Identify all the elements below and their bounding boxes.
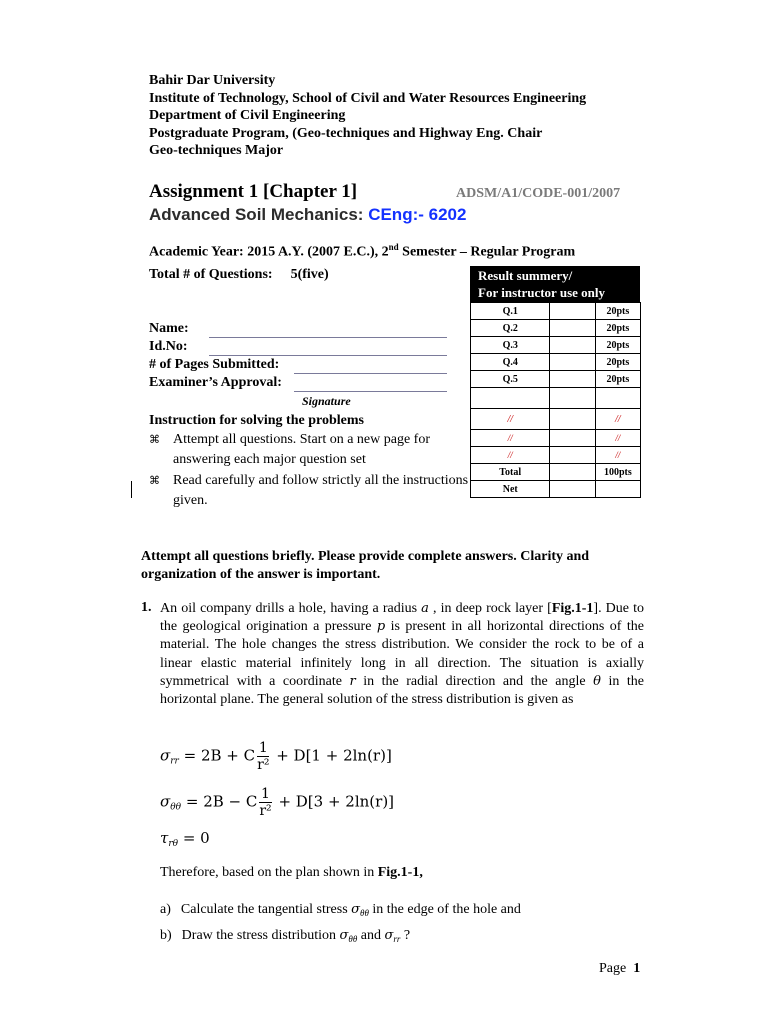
var-p: p	[376, 619, 386, 635]
part-text: Draw the stress distribution	[181, 928, 340, 943]
slash-cell: //	[471, 447, 550, 464]
eq-symbol: σ	[160, 746, 171, 765]
eq-symbol: σ	[160, 792, 171, 811]
name-label: Name:	[149, 321, 189, 336]
signature-label: Signature	[302, 394, 351, 408]
slash-cell: //	[471, 430, 550, 447]
eq-numerator: 1	[261, 786, 270, 802]
blank-cell	[550, 409, 595, 430]
therefore-body: Therefore, based on the plan shown in	[160, 865, 378, 880]
points-cell: 20pts	[595, 337, 640, 354]
part-text: in the edge of the hole and	[368, 902, 521, 917]
table-row	[471, 303, 641, 320]
points-cell: 20pts	[595, 303, 640, 320]
q-text: ]. Due to the geological origination a pressure	[160, 601, 644, 635]
q-text: in the horizontal plane. The general solution of the stress distribution is given as	[160, 673, 645, 708]
table-row	[471, 447, 641, 464]
result-summary-table	[470, 266, 640, 498]
figure-ref: Fig.1-1	[551, 601, 594, 616]
total-points: 100pts	[595, 464, 640, 481]
var-a: a	[421, 601, 429, 616]
eq-symbol: τ	[160, 829, 169, 847]
slash-cell: //	[595, 430, 640, 447]
major-name: Geo-techniques Major	[149, 143, 284, 158]
part-text: ?	[400, 928, 411, 943]
blank-cell	[471, 388, 550, 409]
score-cell[interactable]	[550, 303, 595, 320]
university-name: Bahir Dar University	[149, 73, 276, 88]
slash-cell: //	[595, 409, 640, 430]
part-label: b)	[160, 928, 172, 943]
eq-term: = 2B − C	[181, 792, 258, 811]
course-title	[149, 205, 466, 225]
academic-year	[149, 242, 575, 261]
table-row	[471, 464, 641, 481]
net-score-cell[interactable]	[550, 481, 595, 498]
points-cell: 20pts	[595, 320, 640, 337]
page-number	[599, 961, 640, 977]
eq-subscript: rr	[170, 756, 179, 767]
eq-subscript: rr	[393, 934, 401, 944]
part-text: Calculate the tangential stress	[180, 902, 352, 917]
total-questions-label: Total # of Questions:	[149, 267, 273, 282]
instructions-title: Instruction for solving the problems	[149, 413, 364, 428]
bullet-icon: ⌘	[149, 434, 160, 446]
instruction-item	[149, 430, 479, 472]
score-cell[interactable]	[550, 354, 595, 371]
result-grid	[470, 302, 641, 498]
total-score-cell[interactable]	[550, 464, 595, 481]
institute-name: Institute of Technology, School of Civil and Water Resources Engineering	[149, 90, 587, 106]
figure-ref: Fig.1-1,	[377, 865, 423, 880]
eq-term: + D[1 + 2ln(r)]	[271, 746, 392, 765]
general-instruction: Attempt all questions briefly. Please provide complete answers. Clarity and organization of the answer is important.	[141, 549, 590, 582]
total-questions-value: 5(five)	[290, 267, 329, 282]
examiner-approval-field[interactable]	[294, 391, 447, 392]
name-field[interactable]	[209, 337, 447, 338]
q-text: , in deep rock layer [	[428, 601, 552, 616]
eq-fraction	[259, 786, 271, 819]
eq-symbol: σ	[384, 928, 394, 943]
eq-subscript: rθ	[168, 839, 179, 849]
semester-text: Semester – Regular Program	[398, 244, 576, 260]
eq-denominator: r²	[259, 803, 272, 819]
table-row	[471, 430, 641, 447]
question-cell: Q.1	[471, 303, 550, 320]
q-text: in the radial direction and the angle	[355, 673, 594, 689]
table-row	[471, 409, 641, 430]
department-name: Department of Civil Engineering	[149, 108, 346, 123]
id-field[interactable]	[209, 355, 447, 356]
points-cell: 20pts	[595, 371, 640, 388]
blank-cell	[550, 430, 595, 447]
part-a	[160, 902, 521, 918]
question-cell: Q.2	[471, 320, 550, 337]
result-header-line1: Result summery/	[478, 268, 573, 283]
blank-cell	[550, 388, 595, 409]
eq-fraction	[257, 740, 269, 773]
net-points-cell	[595, 481, 640, 498]
academic-year-text: Academic Year: 2015 A.Y. (2007 E.C.), 2	[149, 244, 389, 260]
course-code: CEng:- 6202	[368, 205, 467, 224]
q-text: is present in all horizontal directions of the material. The hole changes the stress distribution. We consider the rock to be of a linear elastic material infinitely long in all direction. The situation is axially symmetrical with a coordinate	[160, 619, 644, 689]
eq-symbol: σ	[339, 928, 349, 943]
eq-subscript: θθ	[360, 908, 369, 918]
table-row	[471, 337, 641, 354]
therefore-text	[160, 865, 423, 881]
table-row	[471, 388, 641, 409]
eq-symbol: σ	[351, 902, 361, 917]
var-r: r	[349, 673, 356, 689]
eq-numerator: 1	[258, 740, 268, 756]
table-row	[471, 320, 641, 337]
document-header	[149, 72, 586, 160]
slash-cell: //	[595, 447, 640, 464]
equation-sigma-rr	[160, 740, 392, 773]
question-number: 1.	[141, 600, 152, 615]
eq-subscript: θθ	[170, 802, 182, 813]
assignment-title: Assignment 1 [Chapter 1]	[149, 181, 358, 202]
score-cell[interactable]	[550, 320, 595, 337]
result-header-line2: For instructor use only	[478, 285, 605, 300]
result-table-header	[470, 266, 640, 302]
table-row	[471, 371, 641, 388]
equation-sigma-thetatheta	[160, 786, 394, 819]
examiner-approval-label: Examiner’s Approval:	[149, 375, 282, 390]
eq-denominator: r²	[257, 757, 270, 773]
pages-submitted-label: # of Pages Submitted:	[149, 357, 280, 372]
instruction-text: Read carefully and follow strictly all the instructions given.	[173, 473, 469, 508]
blank-cell	[595, 388, 640, 409]
instruction-text: Attempt all questions. Start on a new page for answering each major question set	[173, 432, 430, 467]
bullet-icon: ⌘	[149, 475, 160, 487]
equation-tau-rtheta	[160, 829, 210, 849]
part-label: a)	[160, 902, 171, 917]
eq-subscript: θθ	[348, 934, 358, 944]
pages-submitted-field[interactable]	[294, 373, 447, 374]
eq-term: = 0	[178, 829, 210, 847]
var-theta: θ	[593, 673, 601, 689]
table-row	[471, 354, 641, 371]
page-label: Page	[599, 961, 627, 976]
question-cell: Q.3	[471, 337, 550, 354]
points-cell: 20pts	[595, 354, 640, 371]
slash-cell: //	[471, 409, 550, 430]
total-label: Total	[471, 464, 550, 481]
q-text: An oil company drills a hole, having a radius	[160, 601, 422, 616]
total-questions	[149, 267, 329, 283]
course-name: Advanced Soil Mechanics:	[149, 205, 369, 224]
net-label: Net	[471, 481, 550, 498]
part-b	[160, 928, 410, 944]
part-text: and	[357, 928, 385, 943]
eq-term: + D[3 + 2ln(r)]	[273, 792, 395, 811]
blank-cell	[550, 447, 595, 464]
question-text	[160, 600, 644, 709]
score-cell[interactable]	[550, 371, 595, 388]
text-cursor	[131, 481, 132, 498]
id-label: Id.No:	[149, 339, 188, 354]
page-number-value: 1	[633, 961, 641, 976]
question-cell: Q.4	[471, 354, 550, 371]
score-cell[interactable]	[550, 337, 595, 354]
academic-year-ordinal: nd	[388, 242, 399, 252]
program-name: Postgraduate Program, (Geo-techniques and Highway Eng. Chair	[149, 125, 543, 141]
question-cell: Q.5	[471, 371, 550, 388]
table-row	[471, 481, 641, 498]
instruction-item	[149, 471, 479, 513]
eq-term: = 2B + C	[178, 746, 256, 765]
assignment-code: ADSM/A1/CODE-001/2007	[456, 186, 621, 201]
